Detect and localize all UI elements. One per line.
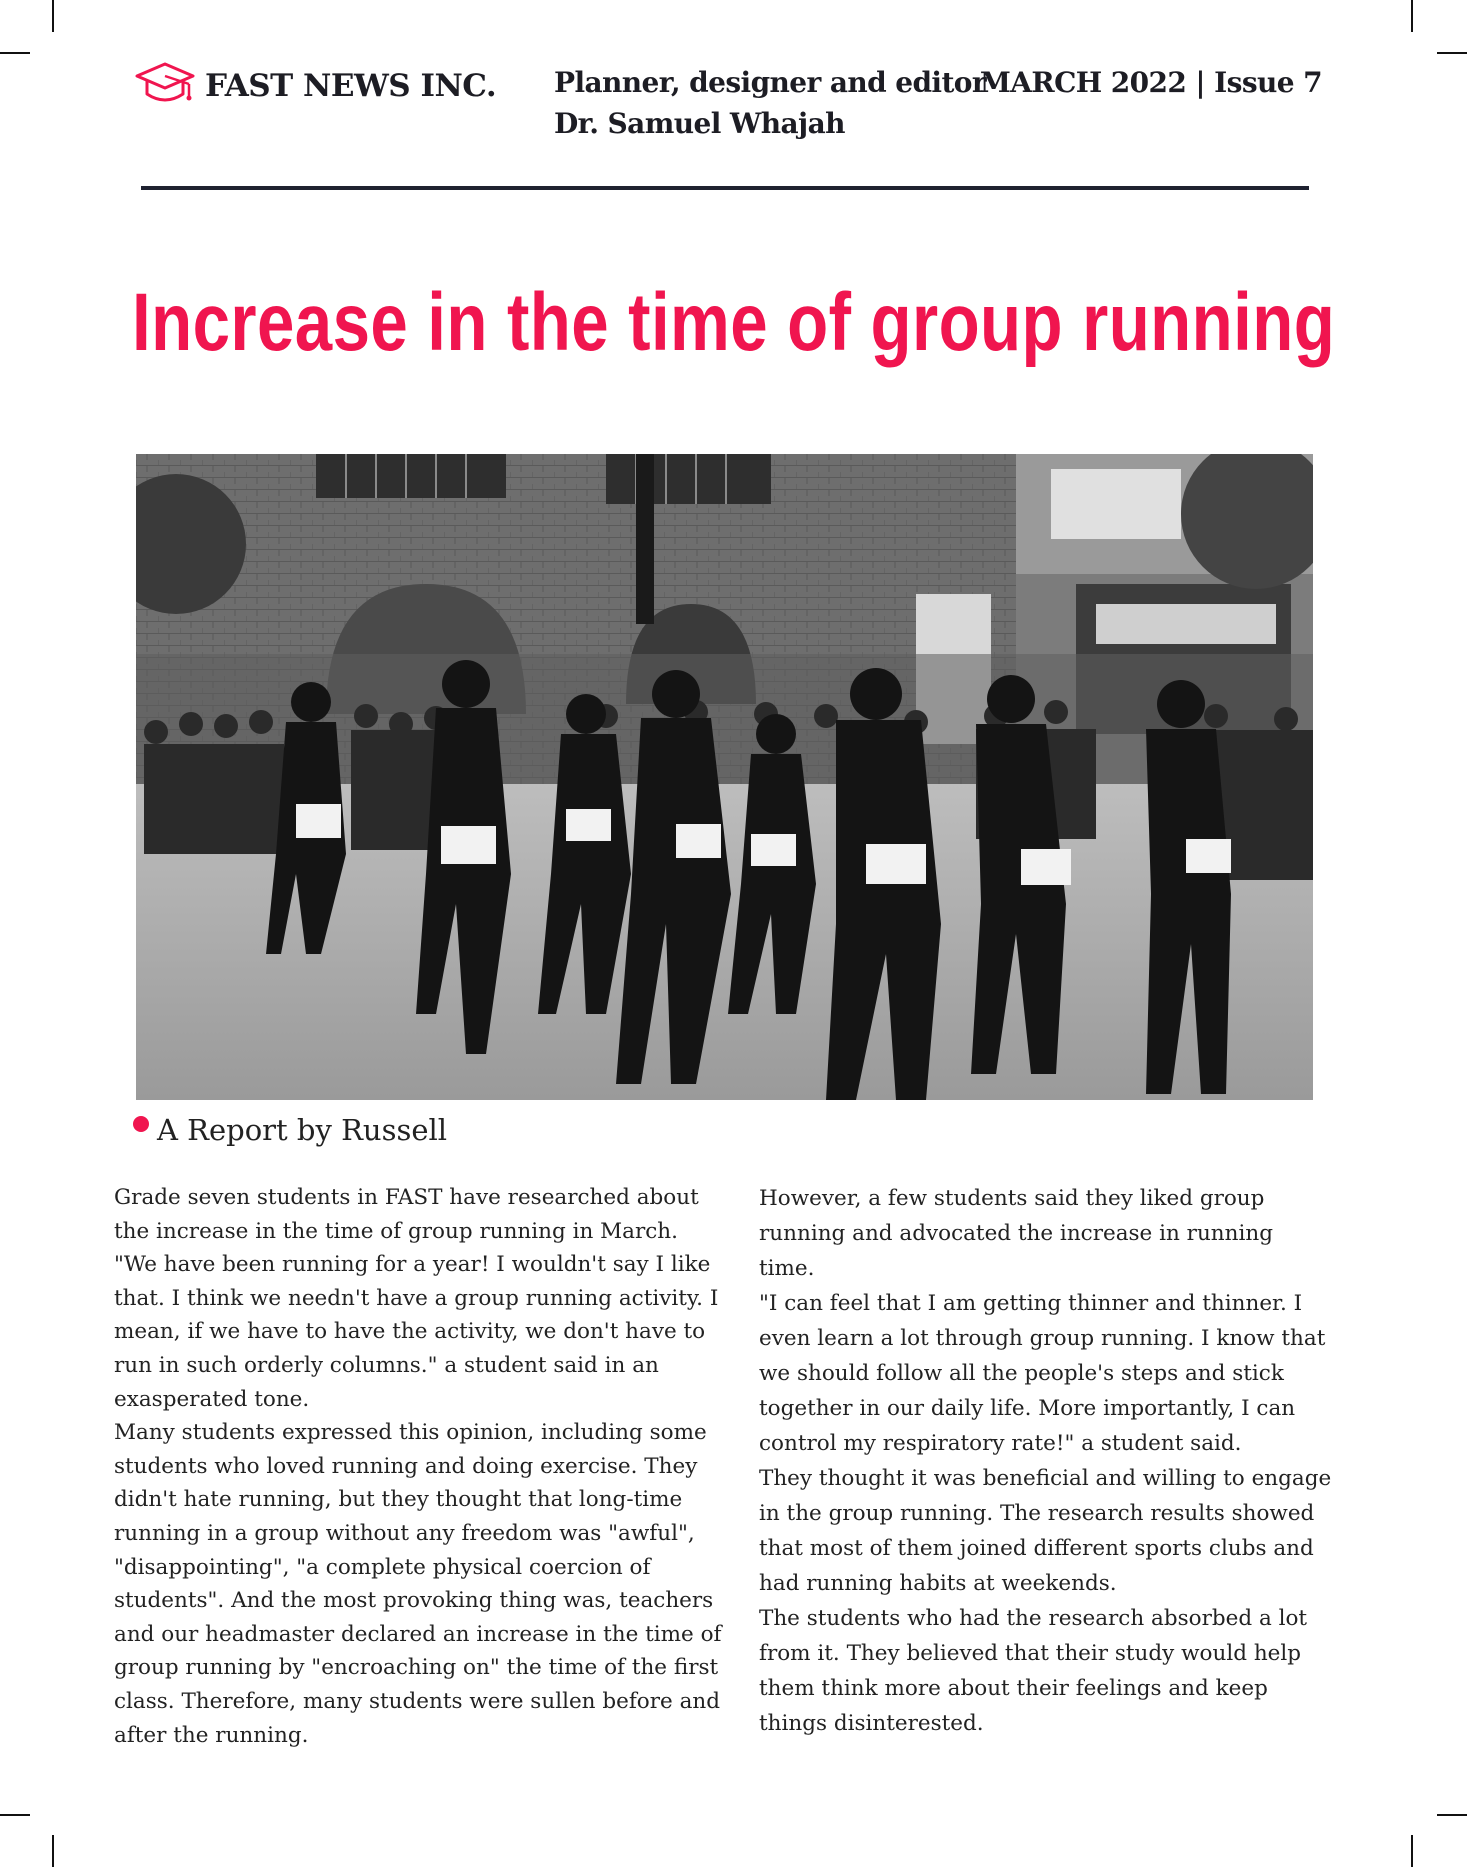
bullet-dot-icon <box>133 1116 149 1132</box>
crop-mark <box>0 52 30 54</box>
runners-photo <box>136 454 1313 1100</box>
header-divider <box>141 186 1309 190</box>
text-line: after the running. <box>114 1722 309 1748</box>
graduation-cap-icon <box>133 60 197 112</box>
text-line: that. I think we needn't have a group running activity. I <box>114 1285 719 1311</box>
crop-mark <box>1411 1835 1413 1867</box>
text-line: students". And the most provoking thing was, teachers <box>114 1588 714 1614</box>
text-line: them think more about their feelings and keep <box>759 1676 1268 1701</box>
crop-mark <box>52 1835 54 1867</box>
text-line: time. <box>759 1256 815 1281</box>
text-line: even learn a lot through group running. I know that <box>759 1326 1326 1351</box>
byline-text: A Report by Russell <box>157 1113 448 1147</box>
byline <box>133 1113 447 1147</box>
text-line: control my respiratory rate!" a student said. <box>759 1431 1242 1456</box>
text-line: mean, if we have to have the activity, we don't have to <box>114 1319 706 1345</box>
text-line: together in our daily life. More importantly, I can <box>759 1396 1296 1421</box>
text-line: The students who had the research absorbed a lot <box>759 1606 1308 1631</box>
crop-mark <box>0 1814 30 1816</box>
crop-mark <box>1411 0 1413 32</box>
article-column-right <box>759 1181 1331 1741</box>
article-column-left <box>114 1181 722 1752</box>
text-line: Many students expressed this opinion, including some <box>114 1420 707 1446</box>
text-line: students who loved running and doing exercise. They <box>114 1453 698 1479</box>
text-line: class. Therefore, many students were sullen before and <box>114 1688 720 1714</box>
crop-mark <box>52 0 54 32</box>
text-line: the increase in the time of group running in March. <box>114 1218 678 1244</box>
text-line: we should follow all the people's steps and stick <box>759 1361 1284 1386</box>
article-headline: Increase in the time of group running <box>132 277 1336 368</box>
text-line: from it. They believed that their study would help <box>759 1641 1302 1666</box>
credits-name: Dr. Samuel Whajah <box>554 107 845 140</box>
text-line: "We have been running for a year! I wouldn't say I like <box>114 1252 711 1278</box>
text-line: had running habits at weekends. <box>759 1571 1117 1596</box>
text-line: exasperated tone. <box>114 1386 310 1412</box>
text-line: running in a group without any freedom was "awful", <box>114 1520 695 1546</box>
text-line: in the group running. The research results showed <box>759 1501 1315 1526</box>
text-line: and our headmaster declared an increase in the time of <box>114 1621 722 1647</box>
text-line: Grade seven students in FAST have researched about <box>114 1185 699 1210</box>
crop-mark <box>1437 1814 1467 1816</box>
publication-name: FAST NEWS INC. <box>205 68 497 104</box>
issue-date: MARCH 2022 | Issue 7 <box>979 66 1322 99</box>
masthead-logo <box>133 60 496 112</box>
text-line: They thought it was beneficial and willing to engage <box>759 1466 1332 1491</box>
text-line: didn't hate running, but they thought that long-time <box>114 1487 683 1513</box>
credits <box>554 62 986 144</box>
text-line: running and advocated the increase in running <box>759 1221 1273 1246</box>
text-line: that most of them joined different sports clubs and <box>759 1536 1314 1561</box>
text-line: However, a few students said they liked group <box>759 1186 1265 1211</box>
text-line: group running by "encroaching on" the time of the first <box>114 1655 719 1681</box>
text-line: "I can feel that I am getting thinner and thinner. I <box>759 1291 1303 1316</box>
text-line: run in such orderly columns." a student said in an <box>114 1352 659 1378</box>
text-line: "disappointing", "a complete physical coercion of <box>114 1554 651 1580</box>
crop-mark <box>1437 52 1467 54</box>
text-line: things disinterested. <box>759 1711 984 1736</box>
credits-role: Planner, designer and editor <box>554 66 987 99</box>
